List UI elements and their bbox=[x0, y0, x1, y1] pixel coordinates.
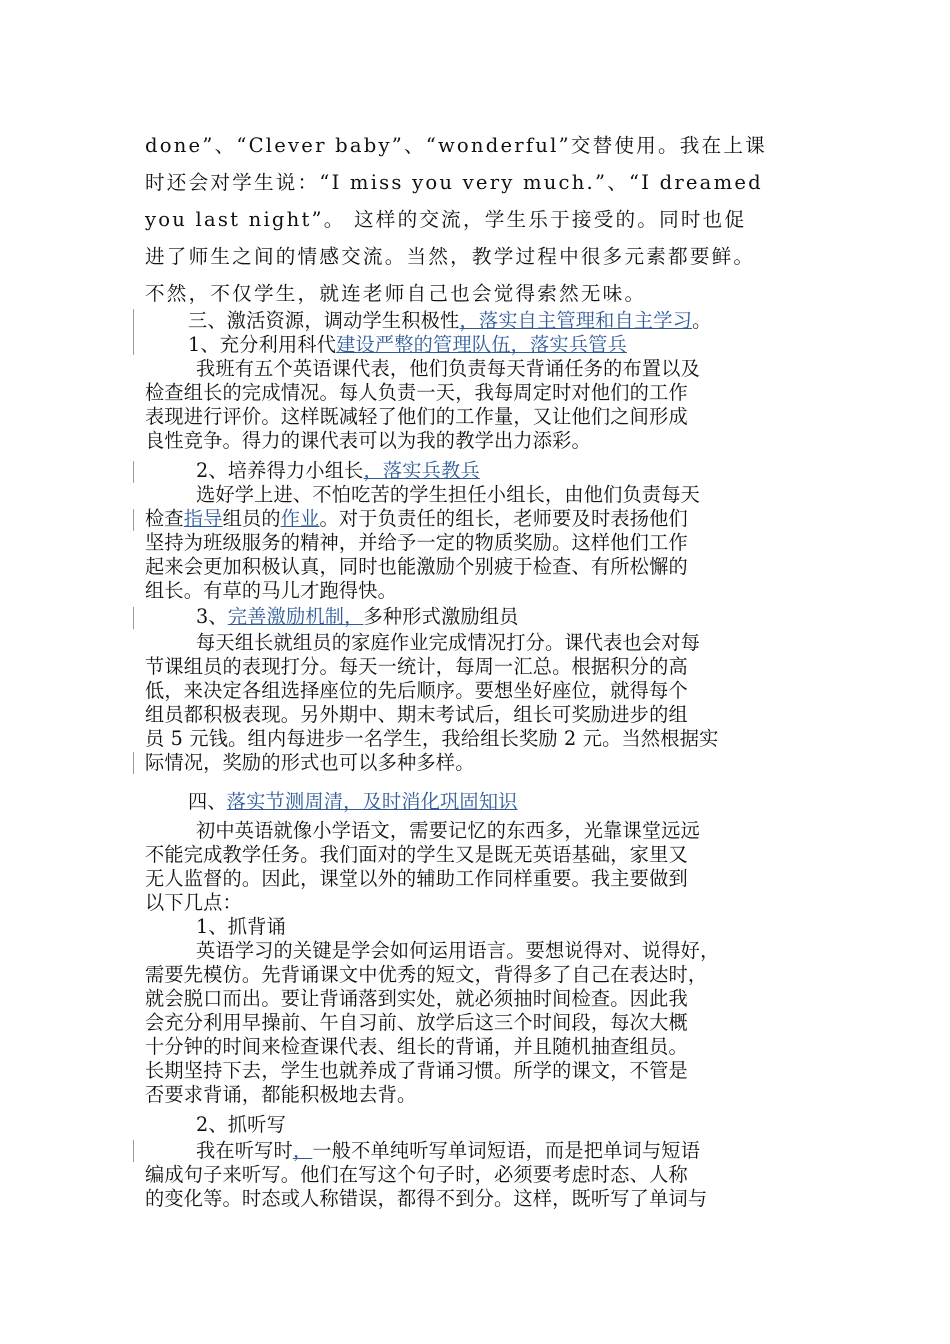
paragraph-line bbox=[145, 507, 688, 531]
paragraph-line: 的变化等。时态或人称错误，都得不到分。这样，既听写了单词与 bbox=[145, 1187, 708, 1210]
paragraph-line: 表现进行评价。这样既减轻了他们的工作量，又让他们之间形成 bbox=[145, 405, 688, 428]
subheading bbox=[188, 333, 627, 357]
intro-line-5: 不然，不仅学生，就连老师自己也会觉得索然无味。 bbox=[145, 282, 647, 305]
paragraph-line: 需要先模仿。先背诵课文中优秀的短文，背得多了自己在表达时， bbox=[145, 963, 708, 986]
paragraph-line: 十分钟的时间来检查课代表、组长的背诵，并且随机抽查组员。 bbox=[145, 1035, 688, 1058]
paragraph-line: 我班有五个英语课代表，他们负责每天背诵任务的布置以及 bbox=[196, 357, 701, 380]
paragraph-line: 检查组长的完成情况。每人负责一天，我每周定时对他们的工作 bbox=[145, 381, 688, 404]
revision-bar bbox=[133, 607, 134, 629]
paragraph-line: 际情况，奖励的形式也可以多种多样。 bbox=[145, 751, 475, 774]
subheading-link[interactable]: ，落实兵教兵 bbox=[363, 459, 480, 482]
paragraph-line: 组员都积极表现。另外期中、期末考试后，组长可奖励进步的组 bbox=[145, 703, 688, 726]
subheading-text: 多种形式激励组员 bbox=[363, 605, 519, 628]
homework-link[interactable]: 作业 bbox=[280, 507, 320, 530]
section-heading-text: 三、激活资源，调动学生积极性 bbox=[188, 309, 460, 332]
comma-link[interactable]: ， bbox=[292, 1139, 313, 1162]
paragraph-line: 每天组长就组员的家庭作业完成情况打分。课代表也会对每 bbox=[196, 631, 701, 654]
section-heading bbox=[188, 309, 711, 333]
paragraph-line: 初中英语就像小学语文，需要记忆的东西多，光靠课堂远远 bbox=[196, 819, 701, 842]
revision-bar bbox=[133, 309, 134, 355]
subheading-link[interactable]: 建设严整的管理队伍，落实兵管兵 bbox=[336, 333, 627, 356]
revision-bar bbox=[133, 752, 134, 774]
guidance-link[interactable]: 指导 bbox=[183, 507, 223, 530]
paragraph-line: 选好学上进、不怕吃苦的学生担任小组长，由他们负责每天 bbox=[196, 483, 701, 506]
revision-bar bbox=[133, 1140, 134, 1162]
subheading bbox=[196, 459, 480, 483]
heading-link[interactable]: ，落实自主管理和自主学习 bbox=[459, 309, 693, 332]
text-run: 组员的 bbox=[222, 507, 281, 530]
paragraph-line: 编成句子来听写。他们在写这个句子时，必须要考虑时态、人称 bbox=[145, 1163, 688, 1186]
paragraph-line: 组长。有草的马儿才跑得快。 bbox=[145, 579, 398, 602]
subheading-number: 3、 bbox=[196, 605, 228, 628]
paragraph-line: 以下几点： bbox=[145, 891, 242, 914]
heading-punct: 。 bbox=[692, 309, 712, 332]
subheading-text: 1、充分利用科代 bbox=[188, 333, 337, 356]
revision-bar bbox=[133, 461, 134, 483]
intro-line-3: you last night”。 这样的交流，学生乐于接受的。同时也促 bbox=[145, 208, 747, 231]
text-run: 。对于负责任的组长，老师要及时表扬他们 bbox=[319, 507, 688, 530]
revision-bar bbox=[133, 509, 134, 531]
subheading bbox=[196, 605, 519, 629]
subheading: 1、抓背诵 bbox=[196, 915, 286, 938]
paragraph-line: 良性竞争。得力的课代表可以为我的教学出力添彩。 bbox=[145, 429, 591, 452]
intro-line-1: done”、“Clever baby”、“wonderful”交替使用。我在上课 bbox=[145, 134, 767, 157]
intro-line-4: 进了师生之间的情感交流。当然，教学过程中很多元素都要鲜。 bbox=[145, 245, 756, 268]
text-run: 检查 bbox=[145, 507, 184, 530]
text-run: 我在听写时 bbox=[196, 1139, 293, 1162]
section-heading-text: 四、 bbox=[188, 790, 227, 813]
paragraph-line: 就会脱口而出。要让背诵落到实处，就必须抽时间检查。因此我 bbox=[145, 987, 688, 1010]
paragraph-line: 节课组员的表现打分。每天一统计，每周一汇总。根据积分的高 bbox=[145, 655, 688, 678]
paragraph-line: 英语学习的关键是学会如何运用语言。要想说得对、说得好， bbox=[196, 939, 720, 962]
paragraph-line: 低，来决定各组选择座位的先后顺序。要想坐好座位，就得每个 bbox=[145, 679, 688, 702]
intro-line-2: 时还会对学生说：“I miss you very much.”、“I dreamed bbox=[145, 171, 763, 194]
paragraph-line: 员 5 元钱。组内每进步一名学生，我给组长奖励 2 元。当然根据实 bbox=[145, 727, 719, 750]
paragraph-line bbox=[196, 1139, 700, 1163]
paragraph-line: 否要求背诵，都能积极地去背。 bbox=[145, 1083, 417, 1106]
paragraph-line: 会充分利用早操前、午自习前、放学后这三个时间段，每次大概 bbox=[145, 1011, 688, 1034]
paragraph-line: 起来会更加积极认真，同时也能激励个别疲于检查、有所松懈的 bbox=[145, 555, 688, 578]
paragraph-line: 无人监督的。因此，课堂以外的辅助工作同样重要。我主要做到 bbox=[145, 867, 688, 890]
subheading: 2、抓听写 bbox=[196, 1113, 286, 1136]
subheading-link[interactable]: 完善激励机制， bbox=[227, 605, 364, 628]
paragraph-line: 不能完成教学任务。我们面对的学生又是既无英语基础，家里又 bbox=[145, 843, 688, 866]
paragraph-line: 坚持为班级服务的精神，并给予一定的物质奖励。这样他们工作 bbox=[145, 531, 688, 554]
text-run: 一般不单纯听写单词短语，而是把单词与短语 bbox=[312, 1139, 701, 1162]
section-heading bbox=[188, 790, 518, 814]
subheading-text: 2、培养得力小组长 bbox=[196, 459, 364, 482]
paragraph-line: 长期坚持下去，学生也就养成了背诵习惯。所学的课文，不管是 bbox=[145, 1059, 688, 1082]
heading-link[interactable]: 落实节测周清，及时消化巩固知识 bbox=[226, 790, 518, 813]
